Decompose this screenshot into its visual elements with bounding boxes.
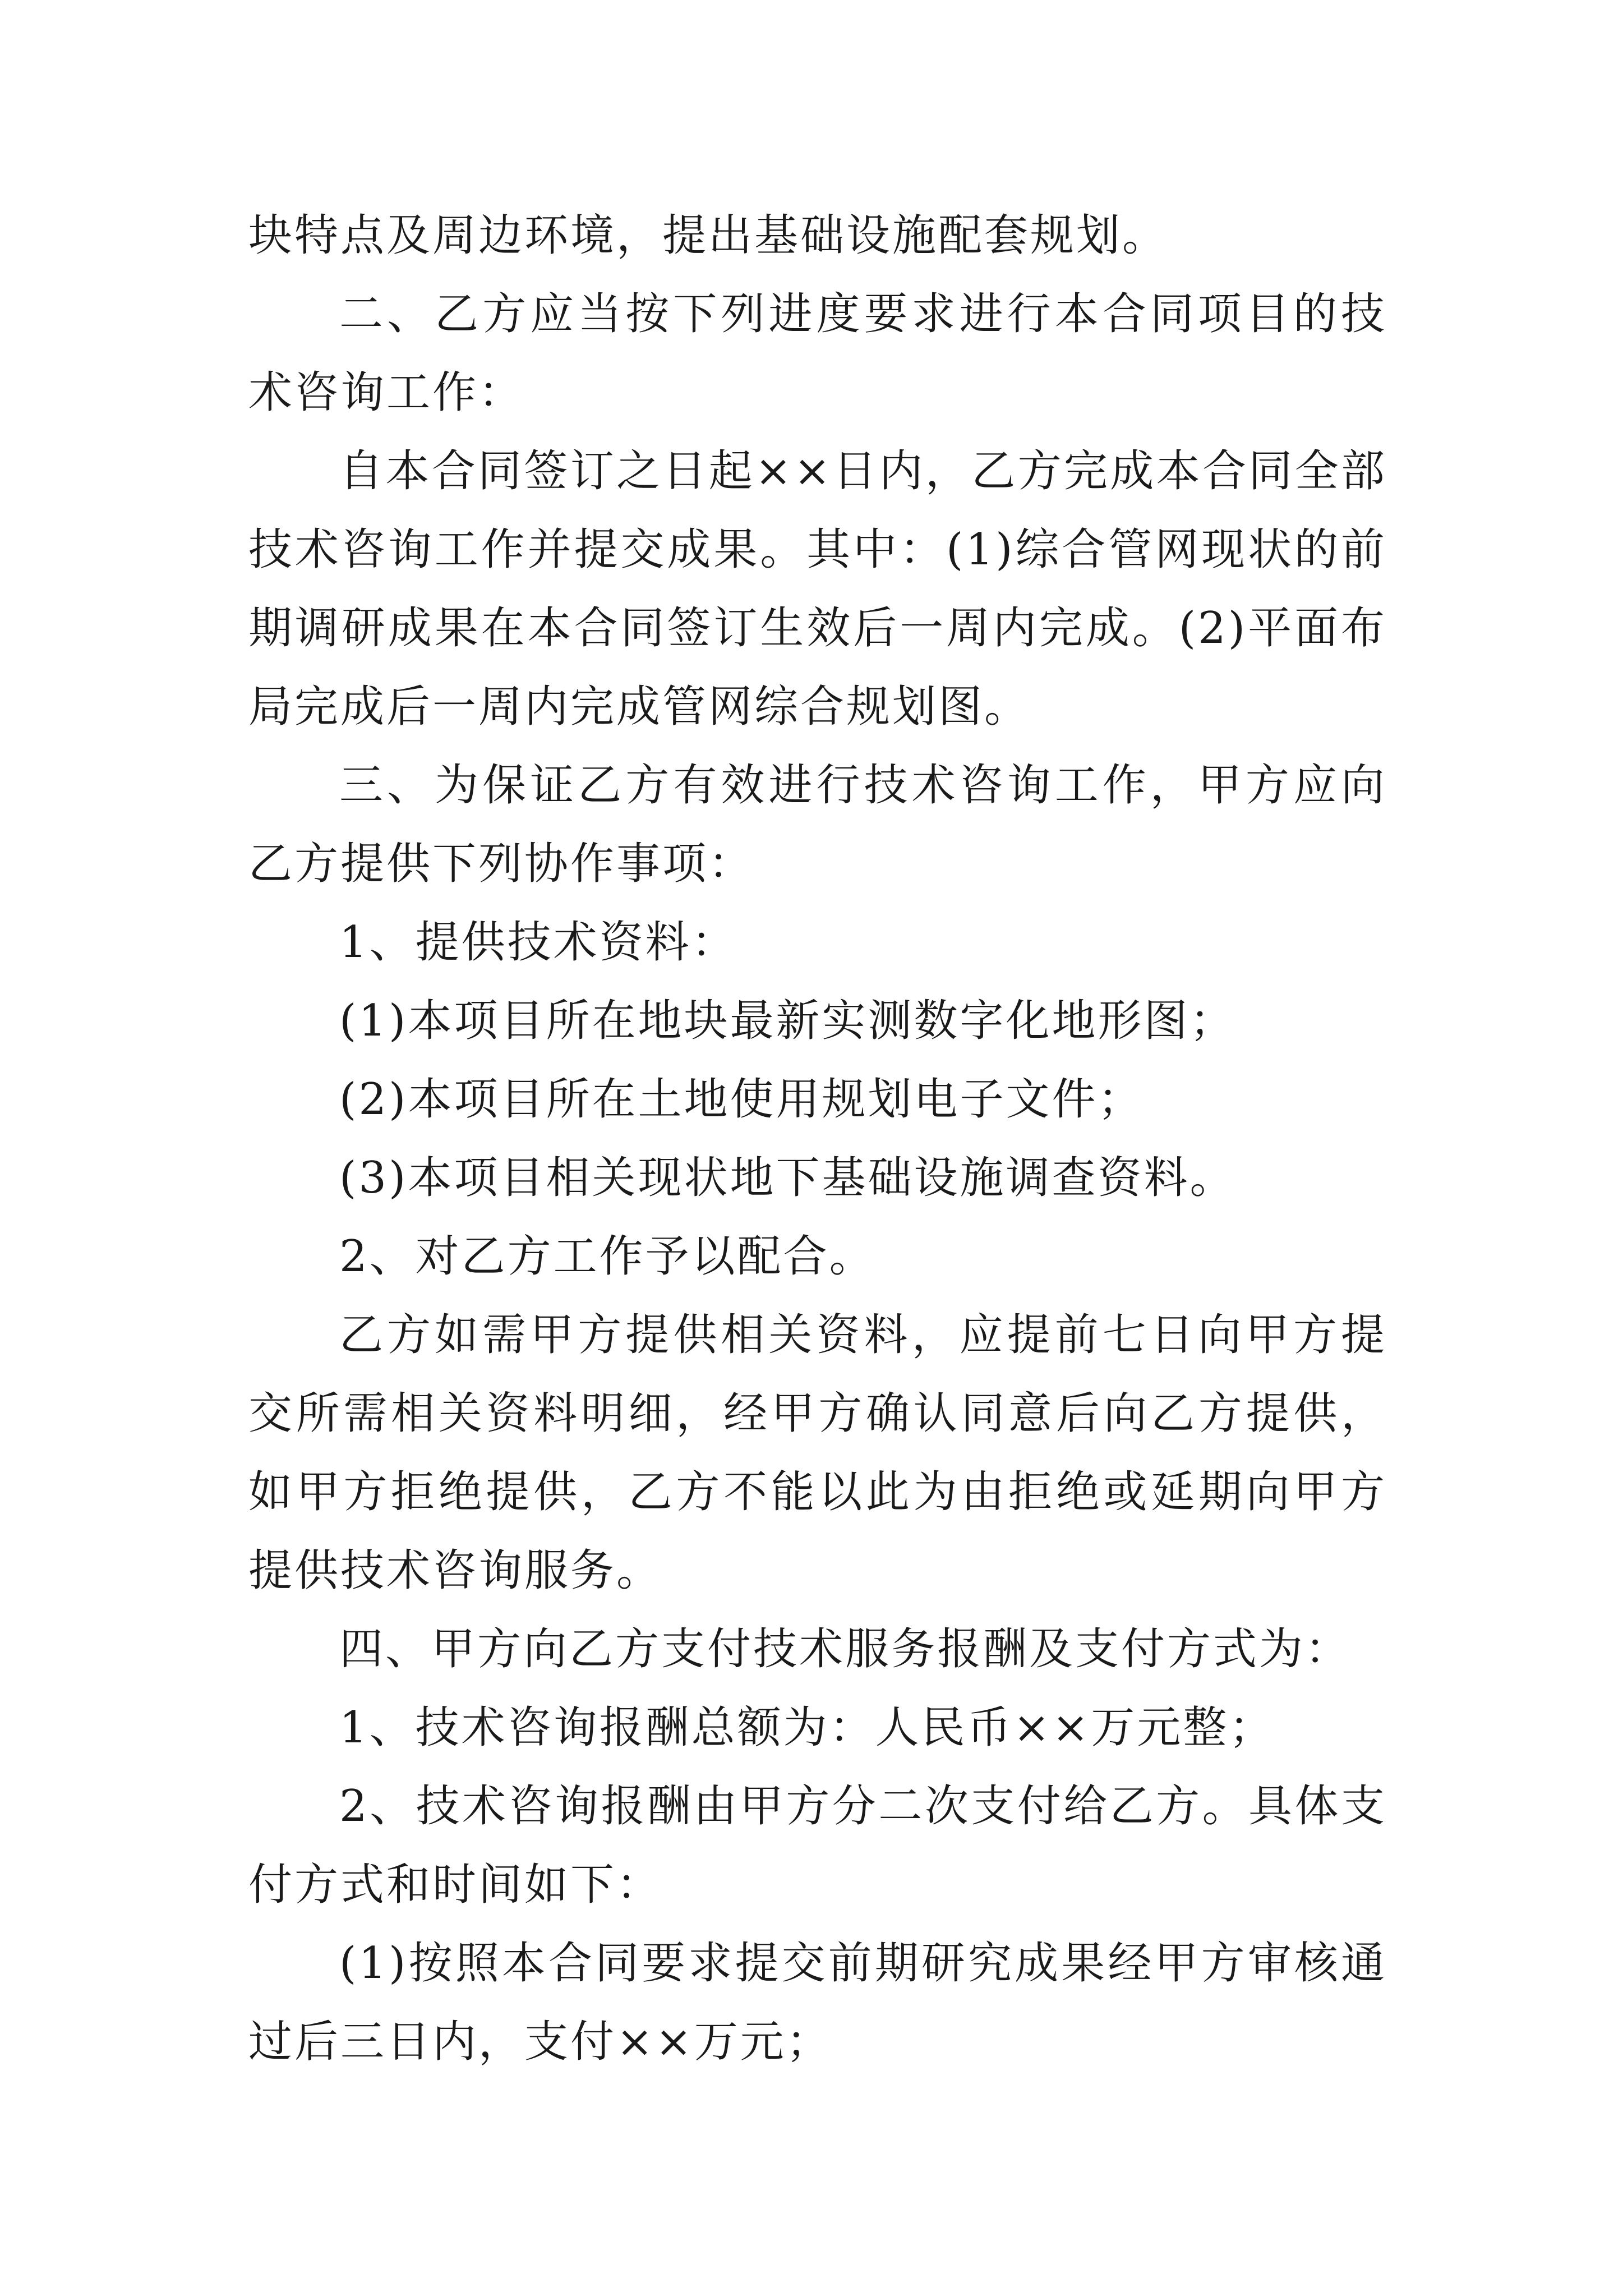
paragraph: 乙方如需甲方提供相关资料，应提前七日向甲方提交所需相关资料明细，经甲方确认同意后向乙方提供，如甲方拒绝提供，乙方不能以此为由拒绝或延期向甲方提供技术咨询服务。 [248, 1310, 1387, 1596]
paragraph: 2、对乙方工作予以配合。 [339, 1231, 875, 1282]
paragraph: 1、提供技术资料： [339, 917, 737, 968]
paragraph: 四、甲方向乙方支付技术服务报酬及支付方式为： [339, 1624, 1352, 1674]
paragraph: 1、技术咨询报酬总额为：人民币××万元整； [339, 1703, 1275, 1753]
paragraph: (1)按照本合同要求提交前期研究成果经甲方审核通过后三日内，支付××万元； [248, 1938, 1387, 2067]
document-body [248, 196, 1387, 2081]
paragraph: (3)本项目相关现状地下基础设施调查资料。 [339, 1153, 1236, 1203]
paragraph: 自本合同签订之日起××日内，乙方完成本合同全部技术咨询工作并提交成果。其中：(1)综合管网现状的前期调研成果在本合同签订生效后一周内完成。(2)平面布局完成后一周内完成管网综合规划图。 [248, 446, 1387, 732]
paragraph: (1)本项目所在地块最新实测数字化地形图； [339, 996, 1236, 1046]
paragraph: 三、为保证乙方有效进行技术咨询工作，甲方应向乙方提供下列协作事项： [248, 760, 1387, 889]
paragraph: 二、乙方应当按下列进度要求进行本合同项目的技术咨询工作： [248, 289, 1387, 418]
paragraph: 块特点及周边环境，提出基础设施配套规划。 [248, 210, 1169, 261]
paragraph: 2、技术咨询报酬由甲方分二次支付给乙方。具体支付方式和时间如下： [248, 1781, 1387, 1910]
paragraph: (2)本项目所在土地使用规划电子文件； [339, 1074, 1144, 1125]
